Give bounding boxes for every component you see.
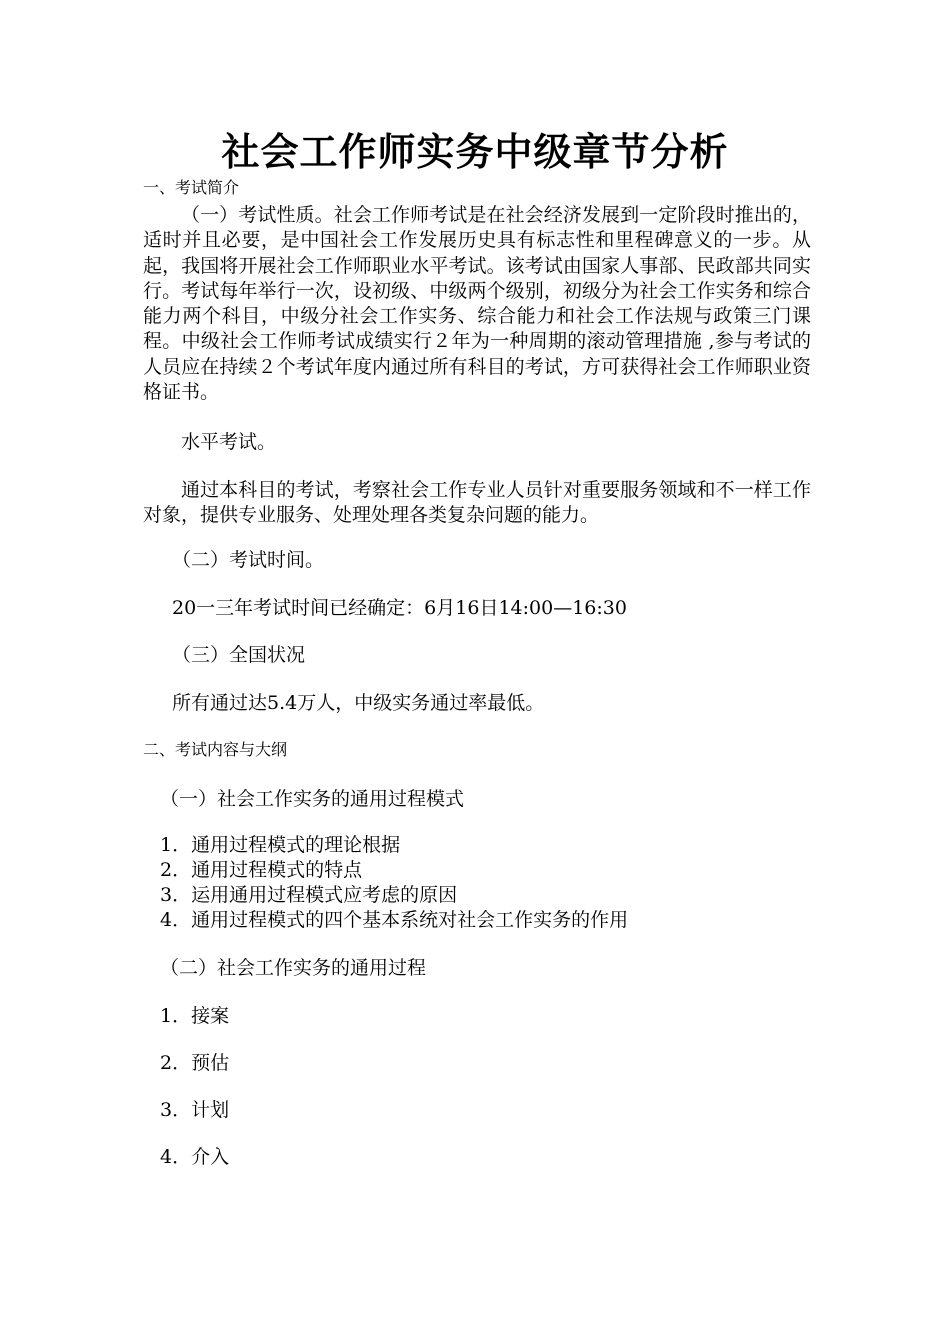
list-item: 1．接案 — [160, 1005, 230, 1027]
section-heading-exam-content: 二、考试内容与大纲 — [143, 740, 288, 759]
subsection-general-process: （二）社会工作实务的通用过程 — [160, 957, 427, 979]
list-item: 1．通用过程模式的理论根据 — [160, 834, 401, 856]
national-status-text: 所有通过达5.4万人，中级实务通过率最低。 — [172, 692, 545, 714]
list-item: 3．运用通用过程模式应考虑的原因 — [160, 884, 458, 906]
exam-nature-paragraph: （一）考试性质。社会工作师考试是在社会经济发展到一定阶段时推出的，适时并且必要，是中国社会工作发展历史具有标志性和里程碑意义的一步。从起，我国将开展社会工作师职业水平考试。该考试由国家人事部、民政部共同实行。考试每年举行一次，设初级、中级两个级别，初级分为社会工作实务和综合能力两个科目，中级分社会工作实务、综合能力和社会工作法规与政策三门课程。中级社会工作师考试成绩实行２年为一种周期的滚动管理措施 ,参与考试的人员应在持续２个考试年度内通过所有科目的考试，方可获得社会工作师职业资格证书。 — [143, 204, 811, 404]
list-item: 4．通用过程模式的四个基本系统对社会工作实务的作用 — [160, 909, 629, 931]
list-item: 2．预估 — [160, 1052, 230, 1074]
level-exam-text: 水平考试。 — [181, 431, 277, 453]
list-item: 3．计划 — [160, 1099, 230, 1121]
exam-purpose-paragraph: 通过本科目的考试，考察社会工作专业人员针对重要服务领域和不一样工作对象，提供专业服务、处理处理各类复杂问题的能力。 — [143, 479, 811, 527]
general-process-model-list — [160, 833, 628, 933]
list-item: 2．通用过程模式的特点 — [160, 859, 363, 881]
exam-time-text: 20一三年考试时间已经确定：6月16日14:00—16:30 — [172, 597, 627, 619]
subsection-general-process-model: （一）社会工作实务的通用过程模式 — [160, 788, 465, 810]
national-status-heading: （三）全国状况 — [172, 644, 306, 666]
section-heading-exam-intro: 一、考试简介 — [143, 178, 240, 197]
list-item: 4．介入 — [160, 1146, 230, 1168]
exam-time-heading: （二）考试时间。 — [172, 549, 325, 571]
document-title: 社会工作师实务中级章节分析 — [221, 130, 729, 174]
